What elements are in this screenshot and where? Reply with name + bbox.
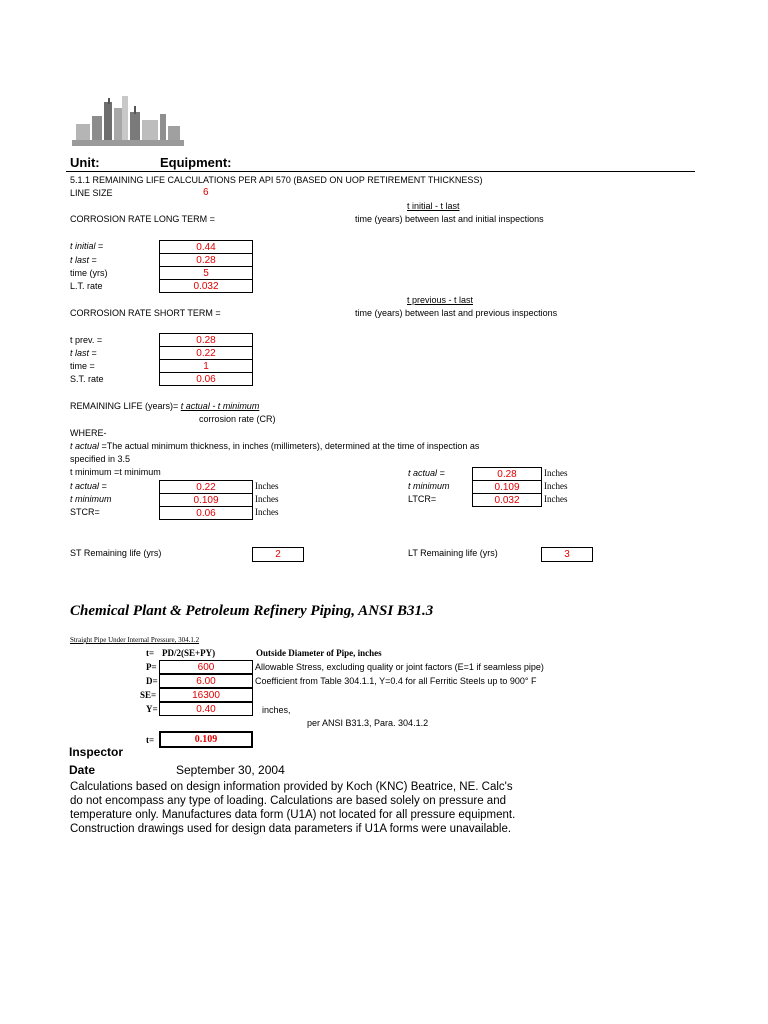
st-t-last-cell[interactable]: 0.22 xyxy=(159,346,253,360)
ltcr-cell[interactable]: 0.032 xyxy=(472,493,542,507)
lt-t-minimum-label: t minimum xyxy=(408,481,450,491)
t-actual-definition: t actual =The actual minimum thickness, in inches (millimeters), determined at the time of inspection as xyxy=(70,441,480,451)
ltcr-unit: Inches xyxy=(544,494,568,504)
lt-rate-cell[interactable]: 0.032 xyxy=(159,279,253,293)
lt-row-label: t last = xyxy=(70,255,97,265)
st-t-prev-cell[interactable]: 0.28 xyxy=(159,333,253,347)
formula-label: t= xyxy=(146,648,155,658)
st-t-actual-unit: Inches xyxy=(255,481,279,491)
notes-line: do not encompass any type of loading. Calculations are based solely on pressure and xyxy=(70,795,506,807)
t-result-label: t= xyxy=(146,735,155,745)
st-rate-cell[interactable]: 0.06 xyxy=(159,372,253,386)
lt-corrosion-rate-label: CORROSION RATE LONG TERM = xyxy=(70,214,215,224)
st-t-minimum-unit: Inches xyxy=(255,494,279,504)
stcr-unit: Inches xyxy=(255,507,279,517)
formula: PD/2(SE+PY) xyxy=(162,648,216,658)
t-result-cell[interactable]: 0.109 xyxy=(159,731,253,748)
se-cell[interactable]: 16300 xyxy=(159,688,253,702)
t-minimum-definition: t minimum =t minimum xyxy=(70,467,161,477)
st-formula-numerator: t previous - t last xyxy=(407,295,474,305)
formula-note: Outside Diameter of Pipe, inches xyxy=(256,648,382,658)
stcr-cell[interactable]: 0.06 xyxy=(159,506,253,520)
lt-row-label: t initial = xyxy=(70,241,104,251)
y-label: Y= xyxy=(146,704,158,714)
y-note: inches, xyxy=(262,705,291,715)
lt-t-actual-label: t actual = xyxy=(408,468,445,478)
line-size-label: LINE SIZE xyxy=(70,188,113,198)
lt-row-label: L.T. rate xyxy=(70,281,103,291)
lt-t-minimum-cell[interactable]: 0.109 xyxy=(472,480,542,494)
lt-t-initial-cell[interactable]: 0.44 xyxy=(159,240,253,254)
lt-t-minimum-unit: Inches xyxy=(544,481,568,491)
piping-title: Chemical Plant & Petroleum Refinery Piping, ANSI B31.3 xyxy=(70,603,434,619)
st-row-label: t prev. = xyxy=(70,335,103,345)
refinery-logo-image xyxy=(72,94,184,146)
notes-line: Construction drawings used for design data parameters if U1A forms were unavailable. xyxy=(70,823,512,835)
unit-label: Unit: xyxy=(70,155,100,170)
st-formula-denominator: time (years) between last and previous inspections xyxy=(355,308,558,318)
date-value: September 30, 2004 xyxy=(176,763,285,777)
st-remaining-life-label: ST Remaining life (yrs) xyxy=(70,548,162,558)
st-row-label: t last = xyxy=(70,348,97,358)
notes-line: Calculations based on design information provided by Koch (KNC) Beatrice, NE. Calc's xyxy=(70,781,513,793)
ltcr-label: LTCR= xyxy=(408,494,437,504)
notes-line: temperature only. Manufactures data form (U1A) not located for all pressure equipment. xyxy=(70,809,516,821)
st-t-actual-label: t actual = xyxy=(70,481,107,491)
lt-remaining-life-cell[interactable]: 3 xyxy=(541,547,593,562)
p-label: P= xyxy=(146,662,157,672)
p-note: Allowable Stress, excluding quality or joint factors (E=1 if seamless pipe) xyxy=(255,662,544,672)
remaining-life-denominator: corrosion rate (CR) xyxy=(199,414,276,424)
st-time-cell[interactable]: 1 xyxy=(159,359,253,373)
equipment-label: Equipment: xyxy=(160,155,232,170)
remaining-life-label: REMAINING LIFE (years)= t actual - t minimum xyxy=(70,401,260,411)
t-actual-definition-2: specified in 3.5 xyxy=(70,454,131,464)
piping-subtitle: Straight Pipe Under Internal Pressure, 304.1.2 xyxy=(70,636,200,644)
ansi-reference: per ANSI B31.3, Para. 304.1.2 xyxy=(307,718,429,728)
p-cell[interactable]: 600 xyxy=(159,660,253,674)
stcr-label: STCR= xyxy=(70,507,100,517)
date-label: Date xyxy=(69,763,96,777)
st-corrosion-rate-label: CORROSION RATE SHORT TERM = xyxy=(70,308,221,318)
st-row-label: S.T. rate xyxy=(70,374,104,384)
line-size-value: 6 xyxy=(203,187,209,198)
lt-t-last-cell[interactable]: 0.28 xyxy=(159,253,253,267)
lt-row-label: time (yrs) xyxy=(70,268,108,278)
st-t-minimum-label: t minimum xyxy=(70,494,112,504)
d-note: Coefficient from Table 304.1.1, Y=0.4 for all Ferritic Steels up to 900° F xyxy=(255,676,537,686)
inspector-label: Inspector xyxy=(69,745,124,759)
lt-time-cell[interactable]: 5 xyxy=(159,266,253,280)
d-cell[interactable]: 6.00 xyxy=(159,674,253,688)
y-cell[interactable]: 0.40 xyxy=(159,702,253,716)
st-remaining-life-cell[interactable]: 2 xyxy=(252,547,304,562)
lt-formula-numerator: t initial - t last xyxy=(407,201,460,211)
st-row-label: time = xyxy=(70,361,95,371)
lt-formula-denominator: time (years) between last and initial inspections xyxy=(355,214,544,224)
st-t-actual-cell[interactable]: 0.22 xyxy=(159,480,253,494)
lt-remaining-life-label: LT Remaining life (yrs) xyxy=(408,548,498,558)
st-t-minimum-cell[interactable]: 0.109 xyxy=(159,493,253,507)
d-label: D= xyxy=(146,676,158,686)
lt-t-actual-cell[interactable]: 0.28 xyxy=(472,467,542,481)
where-label: WHERE- xyxy=(70,428,107,438)
section-title: 5.1.1 REMAINING LIFE CALCULATIONS PER API 570 (BASED ON UOP RETIREMENT THICKNESS) xyxy=(70,175,483,185)
se-label: SE= xyxy=(140,690,157,700)
header-rule xyxy=(66,171,695,172)
lt-t-actual-unit: Inches xyxy=(544,468,568,478)
